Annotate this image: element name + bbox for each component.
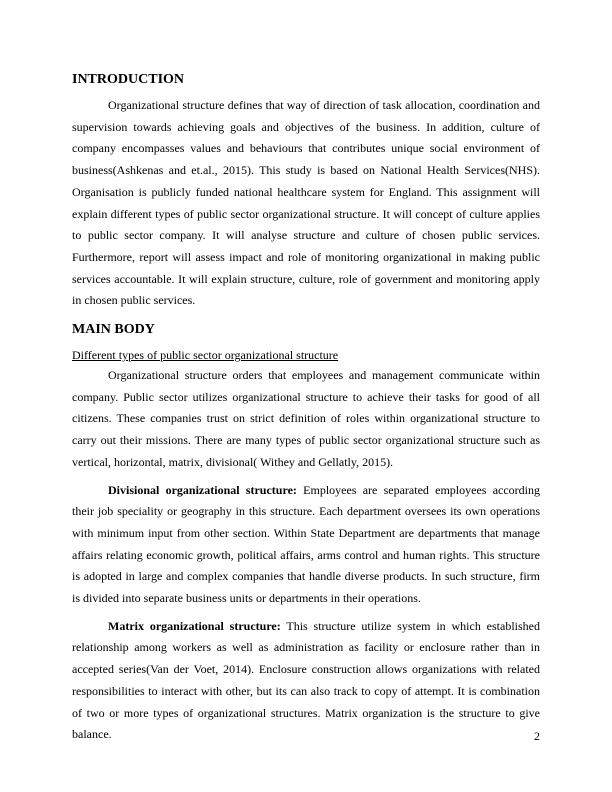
matrix-structure-label: Matrix organizational structure: [108,618,281,633]
matrix-structure-text: This structure utilize system in which established relationship among workers as well as administration as facility or enclosure rather than in accepted series(Van der Voet, 2014). Enclosure construction allows organizations with related responsibilities to interact with other, but its can also track to copy of attempt. It is combination of two or more types of organizational structures. Matrix organization is the structure to give balance. [72,618,540,742]
divisional-structure-text: Employees are separated employees according their job speciality or geography in this structure. Each department oversees its own operations with minimum input from other section. Within State Department are departments that manage affairs relating economic growth, political affairs, arms control and human rights. This structure is adopted in large and complex companies that handle diverse products. In such structure, firm is divided into separate business units or departments in their operations. [72,482,541,606]
divisional-structure-label: Divisional organizational structure: [108,482,297,497]
page-number: 2 [534,729,540,743]
section-subheading: Different types of public sector organizational structure [72,348,339,363]
main-body-heading: MAIN BODY [72,322,155,338]
matrix-structure-paragraph [72,616,540,746]
structure-overview-paragraph: Organizational structure orders that employees and management communicate within company. Public sector utilizes organizational structure to achieve their tasks for good of all citizens. These companies trust on strict definition of roles within organizational structure to carry out their missions. There are many types of public sector organizational structure such as vertical, horizontal, matrix, divisional( Withey and Gellatly, 2015). [72,368,540,469]
page-content [72,70,540,746]
introduction-paragraph: Organizational structure defines that way of direction of task allocation, coordination and supervision towards achieving goals and objectives of the business. In addition, culture of company encompasses values and behaviours that contributes unique social environment of business(Ashkenas and et.al., 2015). This study is based on National Health Services(NHS). Organisation is publicly funded national healthcare system for England. This assignment will explain different types of public sector organizational structure. It will concept of culture applies to public sector company. It will analyse structure and culture of chosen public services. Furthermore, report will assess impact and role of monitoring organizational in making public services accountable. It will explain structure, culture, role of government and monitoring apply in chosen public services. [72,98,540,308]
introduction-heading: INTRODUCTION [72,72,185,87]
divisional-structure-paragraph [72,480,540,610]
